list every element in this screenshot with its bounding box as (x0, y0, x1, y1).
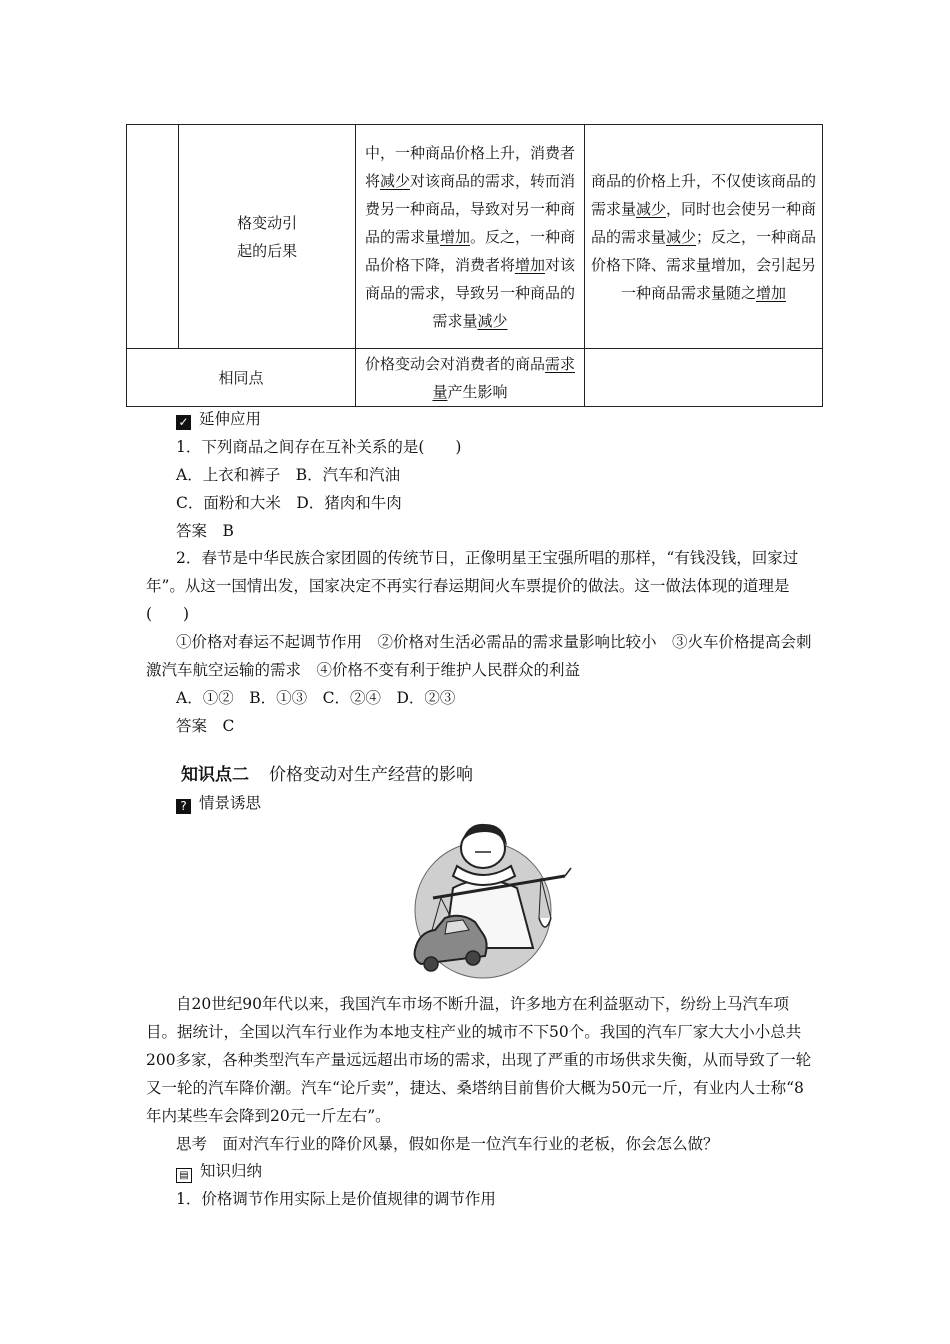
table-cell-complement: 商品的价格上升，不仅使该商品的需求量减少，同时也会使另一种商品的需求量减少；反之，一种商品价格下降、需求量增加，会引起另一种商品需求量随之增加 (584, 125, 822, 349)
table-row (127, 125, 823, 349)
extension-heading: ✓ 延伸应用 (176, 409, 261, 430)
table-cell-substitute: 中，一种商品价格上升，消费者将减少对该商品的需求，转而消费另一种商品，导致对另一种商品的需求量增加。反之，一种商品价格下降，消费者将增加对该商品的需求，导致另一种商品的需求量减少 (355, 125, 584, 349)
question-2: 2．春节是中华民族合家团圆的传统节日，正像明星王宝强所唱的那样，“有钱没钱，回家过年”。从这一国情出发，国家决定不再实行春运期间火车票提价的做法。这一做法体现的道理是( ) (146, 549, 799, 623)
open-book-icon: ▤ (176, 1168, 192, 1183)
summary-point-1: 1．价格调节作用实际上是价值规律的调节作用 (176, 1190, 496, 1208)
question-1: 1．下列商品之间存在互补关系的是( ) (176, 438, 462, 456)
check-square-icon: ✓ (176, 415, 191, 430)
cartoon-illustration (405, 818, 575, 988)
question-1-options-a-b: A．上衣和裤子 B．汽车和汽油 (176, 466, 401, 484)
think-question: 思考 面对汽车行业的降价风暴，假如你是一位汽车行业的老板，你会怎么做？ (176, 1135, 719, 1153)
table-cell-label: 相同点 (127, 349, 356, 407)
table-cell-empty (584, 349, 822, 407)
comparison-table (126, 124, 823, 407)
scene-text: 自20世纪90年代以来，我国汽车市场不断升温，许多地方在利益驱动下，纷纷上马汽车项目。据统计，全国以汽车行业作为本地支柱产业的城市不下50个。我国的汽车厂家大大小小总共200多家，各种类型汽车产量远远超出市场的需求，出现了严重的市场供求失衡，从而导致了一轮又一轮的汽车降价潮。汽车“论斤卖”，捷达、桑塔纳目前售价大概为50元一斤，有业内人士称“8年内某些车会降到20元一斤左右”。 (146, 995, 812, 1125)
summary-heading: ▤ 知识归纳 (176, 1161, 262, 1183)
question-2-options: A．①② B．①③ C．②④ D．②③ (176, 689, 456, 707)
question-2-items: ①价格对春运不起调节作用 ②价格对生活必需品的需求量影响比较小 ③火车价格提高会刺激汽车航空运输的需求 ④价格不变有利于维护人民群众的利益 (146, 633, 812, 679)
table-cell-empty (127, 125, 179, 349)
table-cell-label: 格变动引起的后果 (179, 125, 356, 349)
question-1-answer: 答案 B (176, 522, 234, 540)
question-2-answer: 答案 C (176, 717, 235, 735)
table-row (127, 349, 823, 407)
scene-heading: ? 情景诱思 (176, 793, 261, 814)
table-cell-common: 价格变动会对消费者的商品需求量产生影响 (355, 349, 584, 407)
question-box-icon: ? (176, 799, 191, 814)
section-title: 知识点二 价格变动对生产经营的影响 (181, 765, 473, 785)
question-1-options-c-d: C．面粉和大米 D．猪肉和牛肉 (176, 494, 402, 512)
